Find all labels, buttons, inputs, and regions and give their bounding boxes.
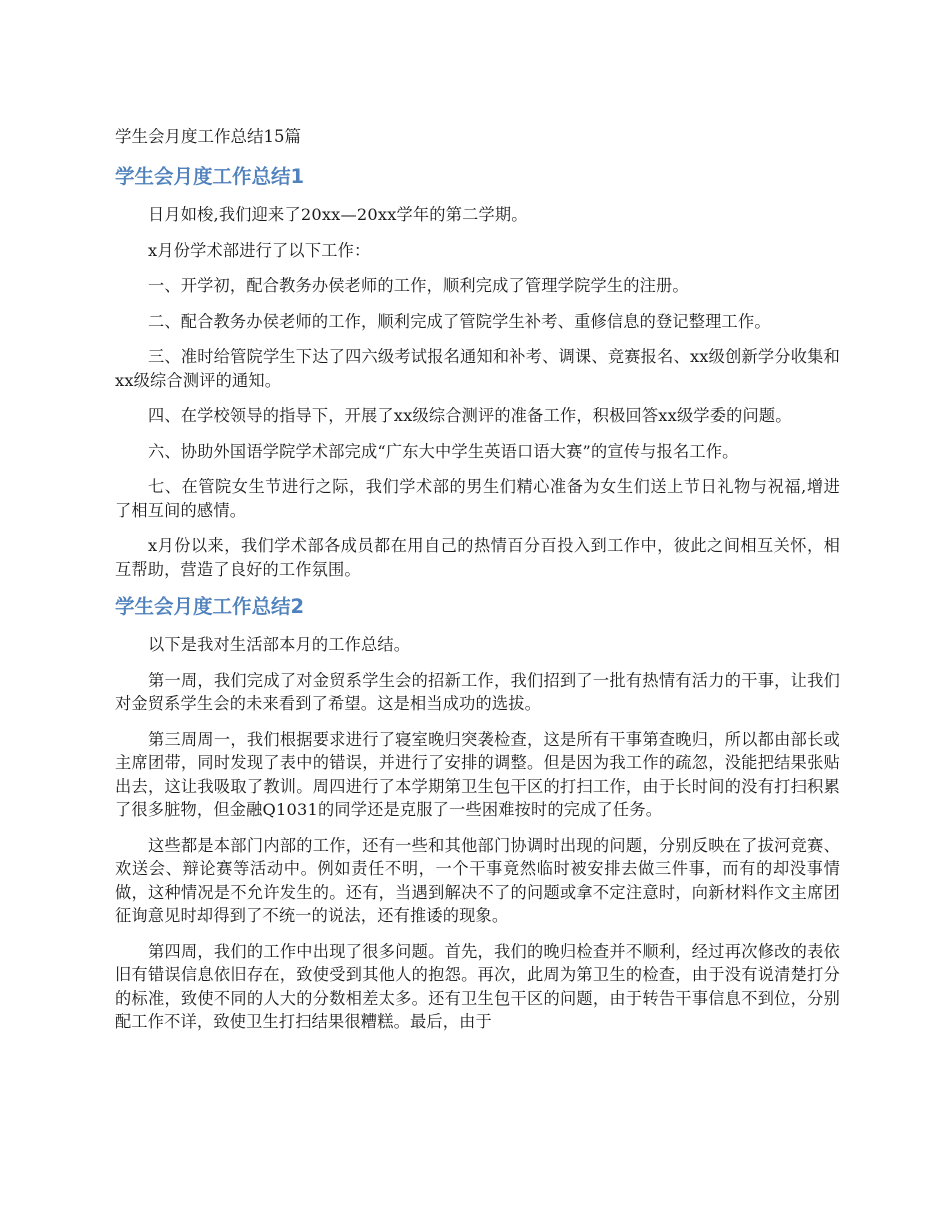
paragraph: x月份学术部进行了以下工作： bbox=[148, 240, 371, 260]
section-heading-2: 学生会月度工作总结2 bbox=[115, 595, 305, 618]
document-title: 学生会月度工作总结15篇 bbox=[115, 127, 301, 146]
document-body bbox=[115, 125, 840, 1046]
paragraph: 六、协助外国语学院学术部完成“广东大中学生英语口语大赛”的宣传与报名工作。 bbox=[148, 441, 739, 461]
paragraph: 第三周周一，我们根据要求进行了寝室晚归突袭检查，这是所有干事第查晚归，所以都由部长或主席团带，同时发现了表中的错误，并进行了安排的调整。但是因为我工作的疏忽，没能把结果张贴出去，这让我吸取了教训。周四进行了本学期第卫生包干区的打扫工作，由于长时间的没有打扫积累了很多脏物，但金融Q1031的同学还是克服了一些困难按时的完成了任务。 bbox=[115, 729, 840, 819]
paragraph: 第四周，我们的工作中出现了很多问题。首先，我们的晚归检查并不顺利，经过再次修改的表依旧有错误信息依旧存在，致使受到其他人的抱怨。再次，此周为第卫生的检查，由于没有说清楚打分的标准，致使不同的人大的分数相差太多。还有卫生包干区的问题，由于转告干事信息不到位，分别配工作不详，致使卫生打扫结果很糟糕。最后，由于 bbox=[115, 941, 840, 1031]
paragraph: 这些都是本部门内部的工作，还有一些和其他部门协调时出现的问题，分别反映在了拔河竞赛、欢送会、辩论赛等活动中。例如责任不明，一个干事竟然临时被安排去做三件事，而有的却没事情做，这种情况是不允许发生的。还有，当遇到解决不了的问题或拿不定注意时，向新材料作文主席团征询意见时却得到了不统一的说法，还有推诿的现象。 bbox=[115, 835, 840, 925]
paragraph: 四、在学校领导的指导下，开展了xx级综合测评的准备工作，积极回答xx级学委的问题。 bbox=[148, 406, 792, 425]
paragraph: 一、开学初，配合教务办侯老师的工作，顺利完成了管理学院学生的注册。 bbox=[148, 276, 689, 295]
paragraph: 以下是我对生活部本月的工作总结。 bbox=[148, 635, 411, 654]
paragraph: x月份以来，我们学术部各成员都在用自己的热情百分百投入到工作中，彼此之间相互关怀，相互帮助，营造了良好的工作氛围。 bbox=[115, 536, 840, 579]
paragraph: 七、在管院女生节进行之际，我们学术部的男生们精心准备为女生们送上节日礼物与祝福,增进了相互间的感情。 bbox=[115, 477, 840, 520]
paragraph: 日月如梭,我们迎来了20xx—20xx学年的第二学期。 bbox=[148, 205, 528, 224]
paragraph: 第一周，我们完成了对金贸系学生会的招新工作，我们招到了一批有热情有活力的干事，让我们对金贸系学生会的未来看到了希望。这是相当成功的选拔。 bbox=[115, 670, 840, 713]
paragraph: 三、准时给管院学生下达了四六级考试报名通知和补考、调课、竞赛报名、xx级创新学分收集和xx级综合测评的通知。 bbox=[115, 347, 840, 390]
paragraph: 二、配合教务办侯老师的工作，顺利完成了管院学生补考、重修信息的登记整理工作。 bbox=[148, 311, 771, 331]
section-heading-1: 学生会月度工作总结1 bbox=[115, 165, 305, 188]
